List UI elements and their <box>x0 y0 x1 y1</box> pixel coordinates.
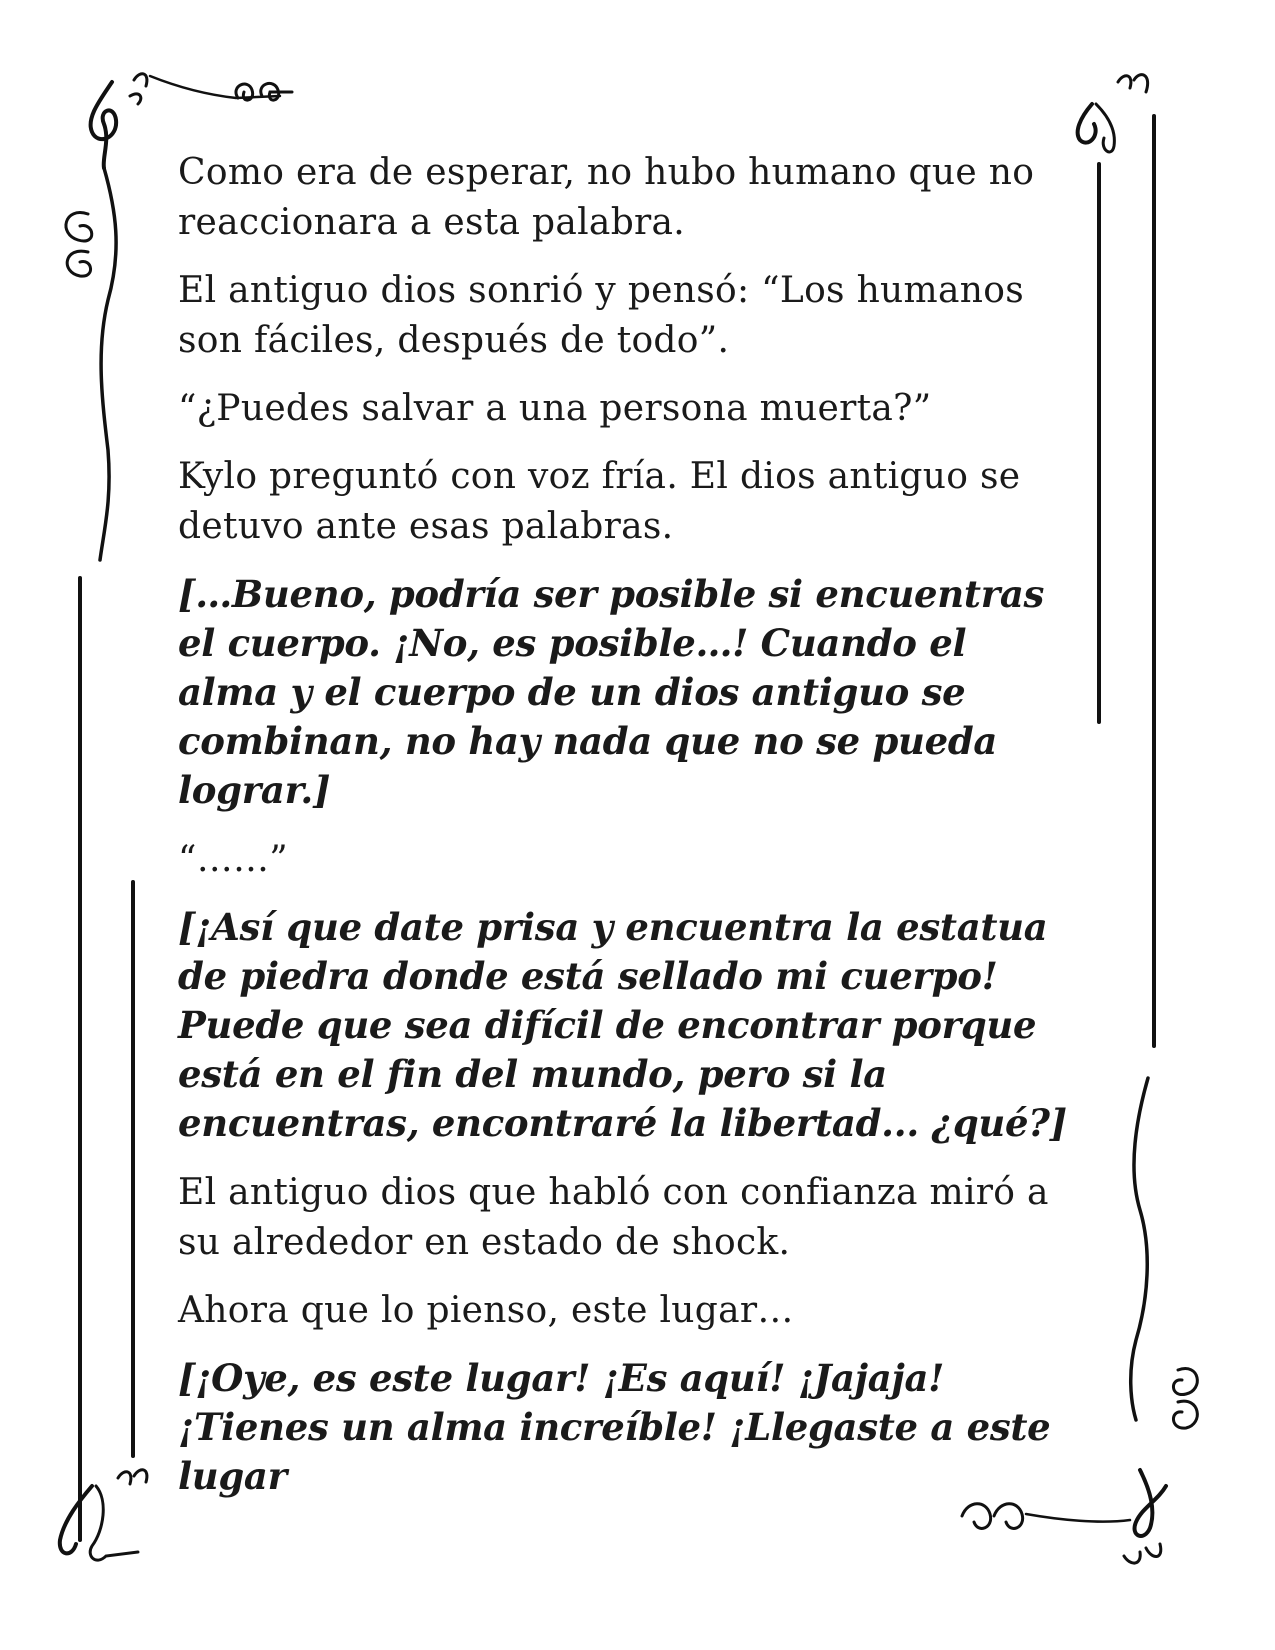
bottom-left-flourish <box>60 1470 147 1560</box>
narration-paragraph: El antiguo dios sonrió y pensó: “Los humanos son fáciles, después de todo”. <box>178 270 1024 361</box>
narration-paragraph: Kylo preguntó con voz fría. El dios antiguo se detuvo ante esas palabras. <box>178 456 1021 547</box>
narration-paragraph: Ahora que lo pienso, este lugar… <box>178 1290 794 1331</box>
top-right-flourish <box>1078 75 1148 152</box>
right-swirl-line <box>1131 1078 1198 1428</box>
dialogue-paragraph: [¡Así que date prisa y encuentra la estatua de piedra donde está sellado mi cuerpo! Puede que sea difícil de encontrar porque está en el fin del mundo, pero si la encuentras, encontraré la libertad... ¿qué?] <box>178 905 1067 1145</box>
left-swirl-line <box>66 168 116 560</box>
dialogue-paragraph: [¡Oye, es este lugar! ¡Es aquí! ¡Jajaja! ¡Tienes un alma increíble! ¡Llegaste a este lugar <box>178 1356 1051 1498</box>
narration-paragraph: “¿Puedes salvar a una persona muerta?” <box>178 388 932 429</box>
narration-paragraph: Como era de esperar, no hubo humano que no reaccionara a esta palabra. <box>178 152 1035 243</box>
dialogue-paragraph: […Bueno, podría ser posible si encuentras el cuerpo. ¡No, es posible…! Cuando el alma y el cuerpo de un dios antiguo se combinan, no hay nada que no se pueda lograr.] <box>178 572 1045 812</box>
page-text <box>178 148 1078 1521</box>
narration-paragraph: El antiguo dios que habló con confianza miró a su alrededor en estado de shock. <box>178 1172 1049 1263</box>
narration-paragraph: “……” <box>178 839 289 880</box>
